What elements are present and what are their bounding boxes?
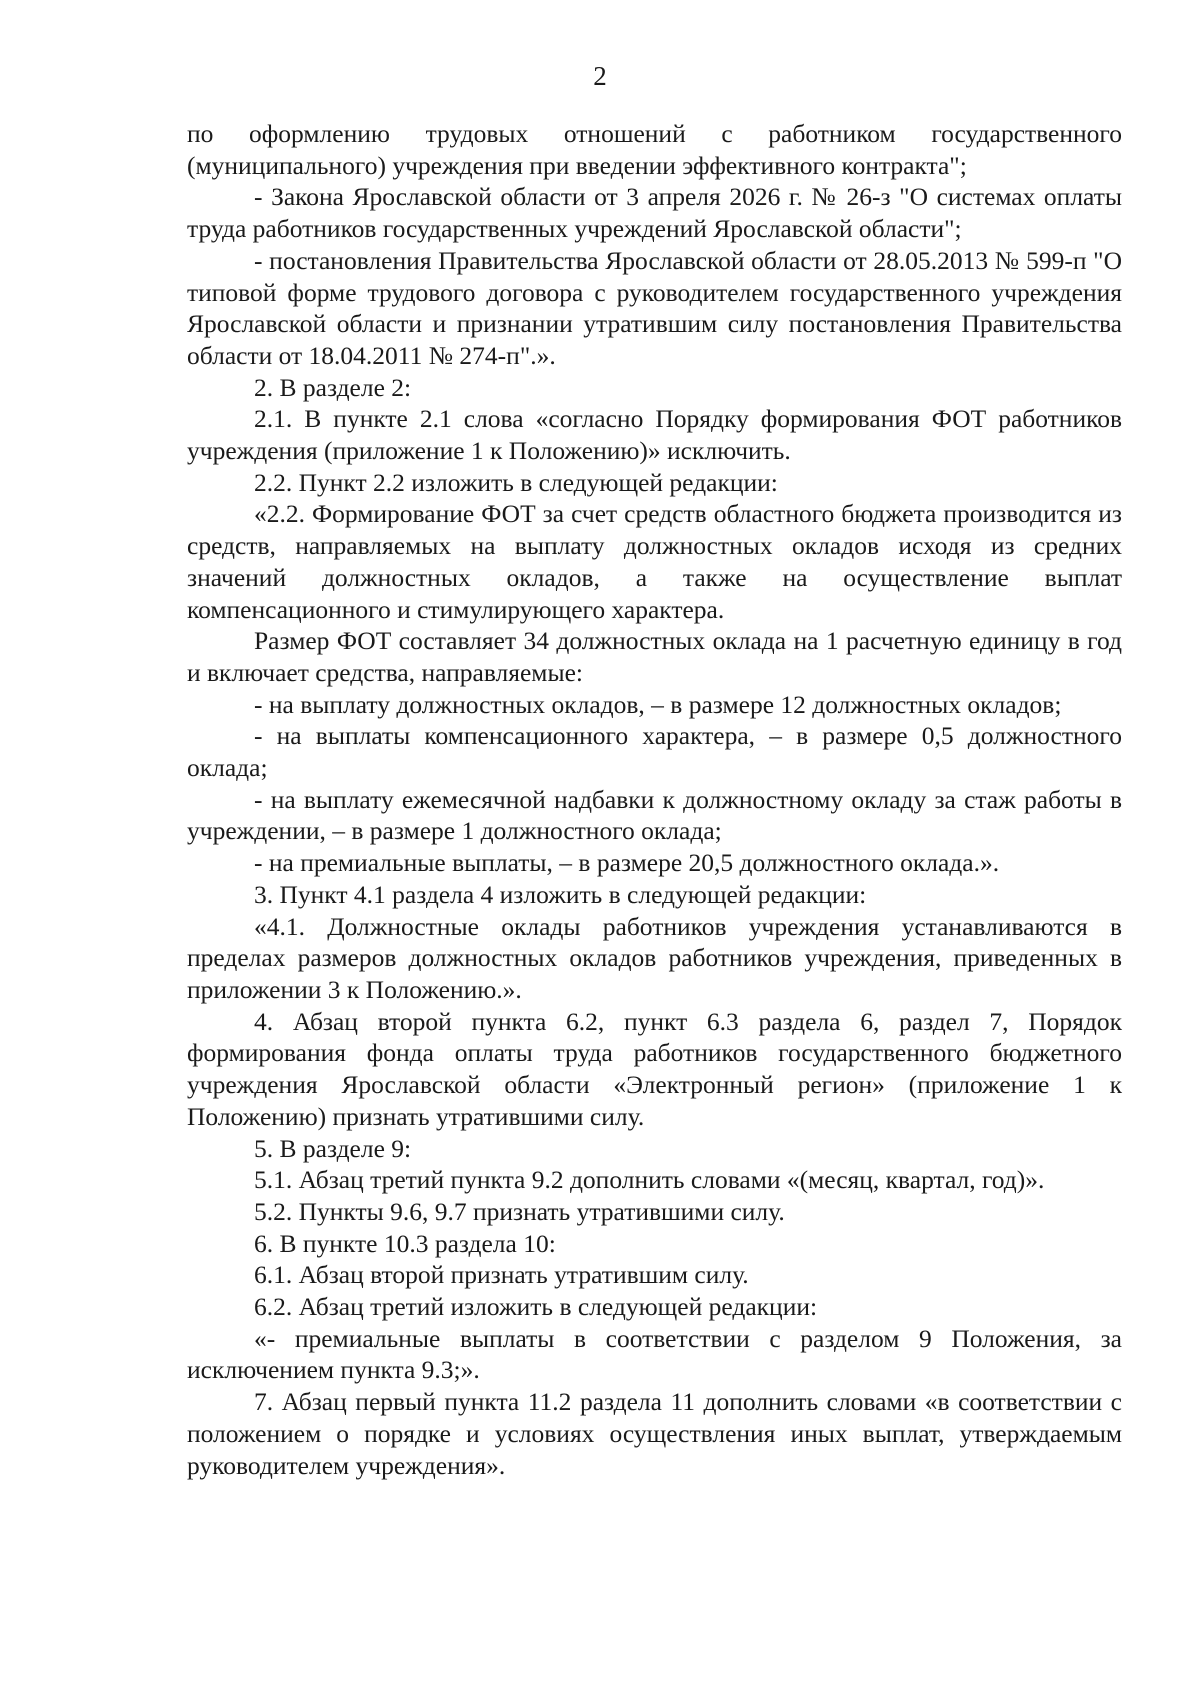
paragraph: «2.2. Формирование ФОТ за счет средств областного бюджета производится из средств, направляемых на выплату должностных окладов исходя из средних значений должностных окладов, а также на осуществление выплат компенсационного и стимулирующего характера.: [187, 499, 1122, 624]
paragraph: 4. Абзац второй пункта 6.2, пункт 6.3 раздела 6, раздел 7, Порядок формирования фонда оплаты труда работников государственного бюджетного учреждения Ярославской области «Электронный регион» (приложение 1 к Положению) признать утратившими силу.: [187, 1006, 1122, 1131]
paragraph: - на выплату должностных окладов, – в размере 12 должностных окладов;: [254, 689, 1062, 719]
paragraph: 3. Пункт 4.1 раздела 4 изложить в следующей редакции:: [254, 879, 867, 909]
paragraph: Размер ФОТ составляет 34 должностных оклада на 1 расчетную единицу в год и включает средства, направляемые:: [187, 626, 1122, 687]
paragraph: 2.1. В пункте 2.1 слова «согласно Порядку формирования ФОТ работников учреждения (приложение 1 к Положению)» исключить.: [187, 404, 1122, 466]
paragraph: 6. В пункте 10.3 раздела 10:: [254, 1228, 556, 1258]
paragraph: 5.1. Абзац третий пункта 9.2 дополнить словами «(месяц, квартал, год)».: [254, 1165, 1045, 1195]
paragraph: по оформлению трудовых отношений с работником государственного (муниципального) учреждения при введении эффективного контракта";: [187, 119, 1122, 180]
paragraph: - на выплаты компенсационного характера, – в размере 0,5 должностного оклада;: [187, 721, 1122, 783]
paragraph: 7. Абзац первый пункта 11.2 раздела 11 дополнить словами «в соответствии с положением о порядке и условиях осуществления иных выплат, утверждаемым руководителем учреждения».: [187, 1387, 1122, 1480]
paragraph: 5. В разделе 9:: [254, 1133, 412, 1163]
paragraph: 2.2. Пункт 2.2 изложить в следующей редакции:: [254, 467, 778, 497]
paragraph: 6.1. Абзац второй признать утратившим силу.: [254, 1260, 749, 1290]
document-body: [187, 118, 1122, 1481]
paragraph: «- премиальные выплаты в соответствии с разделом 9 Положения, за исключением пункта 9.3;».: [187, 1323, 1122, 1385]
paragraph: - на выплату ежемесячной надбавки к должностному окладу за стаж работы в учреждении, – в размере 1 должностного оклада;: [187, 784, 1122, 846]
page-number: 2: [593, 61, 607, 91]
paragraph: 6.2. Абзац третий изложить в следующей редакции:: [254, 1292, 818, 1322]
paragraph: 5.2. Пункты 9.6, 9.7 признать утратившими силу.: [254, 1196, 785, 1226]
paragraph: - постановления Правительства Ярославской области от 28.05.2013 № 599-п "О типовой форме трудового договора с руководителем государственного учреждения Ярославской области и признании утратившим силу постановления Правительства области от 18.04.2011 № 274-п".».: [187, 245, 1122, 370]
paragraph: «4.1. Должностные оклады работников учреждения устанавливаются в пределах размеров должностных окладов работников учреждения, приведенных в приложении 3 к Положению.».: [187, 911, 1122, 1004]
paragraph: - на премиальные выплаты, – в размере 20,5 должностного оклада.».: [254, 848, 1000, 878]
paragraph: 2. В разделе 2:: [254, 372, 412, 402]
paragraph: - Закона Ярославской области от 3 апреля 2026 г. № 26-з "О системах оплаты труда работников государственных учреждений Ярославской области";: [187, 182, 1122, 244]
